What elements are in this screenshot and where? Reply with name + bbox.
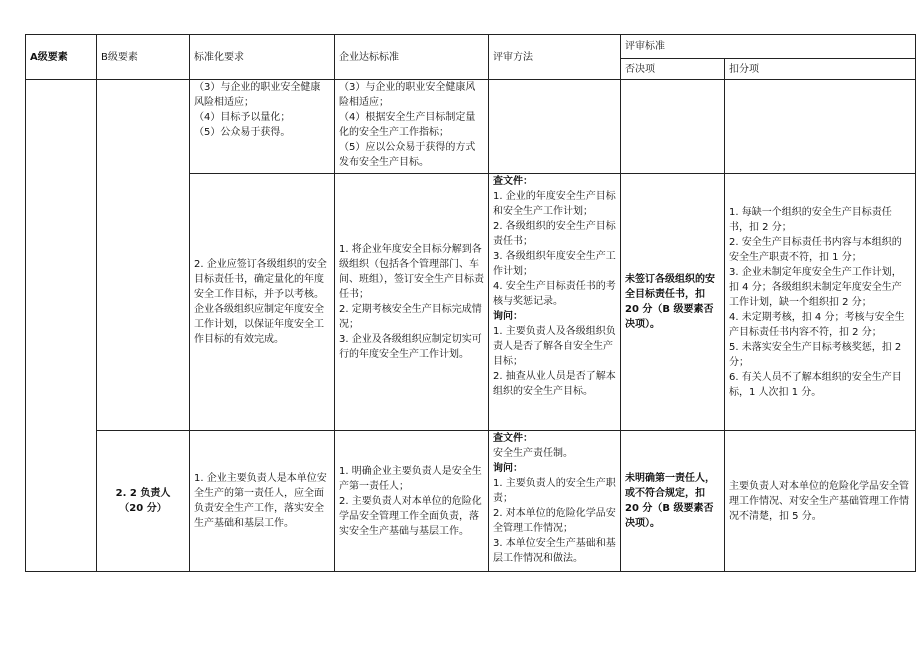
b-level-cell: [97, 80, 190, 431]
veto-cell: [621, 80, 725, 174]
enterprise-standard-cell: 1. 明确企业主要负责人是安全生产第一责任人； 2. 主要负责人对本单位的危险化学品安全管理工作全面负责，落实安全生产基础与基层工作。: [335, 431, 489, 572]
standard-cell: 2. 企业应签订各级组织的安全目标责任书，确定量化的年度安全工作目标，并予以考核。企业各级组织应制定年度安全工作计划，以保证年度安全工作目标的有效完成。: [190, 174, 335, 431]
check-documents-text: 1. 企业的年度安全生产目标和安全生产工作计划； 2. 各级组织的安全生产目标责任书； 3. 各级组织年度安全生产工作计划； 4. 安全生产目标责任书的考核与奖惩记录。: [493, 191, 616, 307]
evaluation-table: [25, 34, 916, 572]
inquiry-label: 询问：: [493, 311, 523, 322]
method-cell: [489, 431, 621, 572]
header-a-level: A级要素: [26, 35, 97, 80]
header-veto: 否决项: [621, 59, 725, 80]
deduct-cell: 1. 每缺一个组织的安全生产目标责任书，扣 2 分； 2. 安全生产目标责任书内容与本组织的安全生产职责不符，扣 1 分； 3. 企业未制定年度安全生产工作计划，扣 4 分；各级组织未制定年度安全生产工作计划，缺一个组织扣 2 分； 4. 未定期考核，扣 4 分；考核与安全生产目标责任书内容不符，扣 2 分； 5. 未落实安全生产目标考核奖惩，扣 2 分； 6. 有关人员不了解本组织的安全生产目标，1 人次扣 1 分。: [725, 174, 916, 431]
check-documents-text: 安全生产责任制。: [493, 448, 573, 459]
header-review-standard: 评审标准: [621, 35, 916, 59]
header-standard: 标准化要求: [190, 35, 335, 80]
veto-cell: 未签订各级组织的安全目标责任书，扣 20 分（B 级要素否决项）。: [621, 174, 725, 431]
inquiry-text: 1. 主要负责人及各级组织负责人是否了解各自安全生产目标； 2. 抽查从业人员是否了解本组织的安全生产目标。: [493, 326, 616, 397]
inquiry-label: 询问：: [493, 463, 523, 474]
table-row: [26, 80, 916, 174]
header-enterprise-standard: 企业达标标准: [335, 35, 489, 80]
check-documents-label: 查文件：: [493, 176, 533, 187]
enterprise-standard-cell: （3）与企业的职业安全健康风险相适应； （4）根据安全生产目标制定量化的安全生产工作指标； （5）应以公众易于获得的方式发布安全生产目标。: [335, 80, 489, 174]
inquiry-text: 1. 主要负责人的安全生产职责； 2. 对本单位的危险化学品安全管理工作情况； 3. 本单位安全生产基础和基层工作情况和做法。: [493, 478, 616, 564]
standard-cell: （3）与企业的职业安全健康风险相适应； （4）目标予以量化； （5）公众易于获得。: [190, 80, 335, 174]
method-cell: [489, 80, 621, 174]
header-row: [26, 35, 916, 59]
method-cell: [489, 174, 621, 431]
table-row: [26, 431, 916, 572]
deduct-cell: [725, 80, 916, 174]
standard-cell: 1. 企业主要负责人是本单位安全生产的第一责任人，应全面负责安全生产工作，落实安全生产基础和基层工作。: [190, 431, 335, 572]
a-level-cell: [26, 80, 97, 572]
header-deduct: 扣分项: [725, 59, 916, 80]
enterprise-standard-cell: 1. 将企业年度安全目标分解到各级组织（包括各个管理部门、车间、班组），签订安全生产目标责任书； 2. 定期考核安全生产目标完成情况； 3. 企业及各级组织应制定切实可行的年度安全生产工作计划。: [335, 174, 489, 431]
header-method: 评审方法: [489, 35, 621, 80]
veto-cell: 未明确第一责任人，或不符合规定，扣 20 分（B 级要素否决项）。: [621, 431, 725, 572]
b-level-cell: 2. 2 负责人 （20 分）: [97, 431, 190, 572]
deduct-cell: 主要负责人对本单位的危险化学品安全管理工作情况、对安全生产基础管理工作情况不清楚，扣 5 分。: [725, 431, 916, 572]
header-b-level: B级要素: [97, 35, 190, 80]
check-documents-label: 查文件：: [493, 433, 533, 444]
